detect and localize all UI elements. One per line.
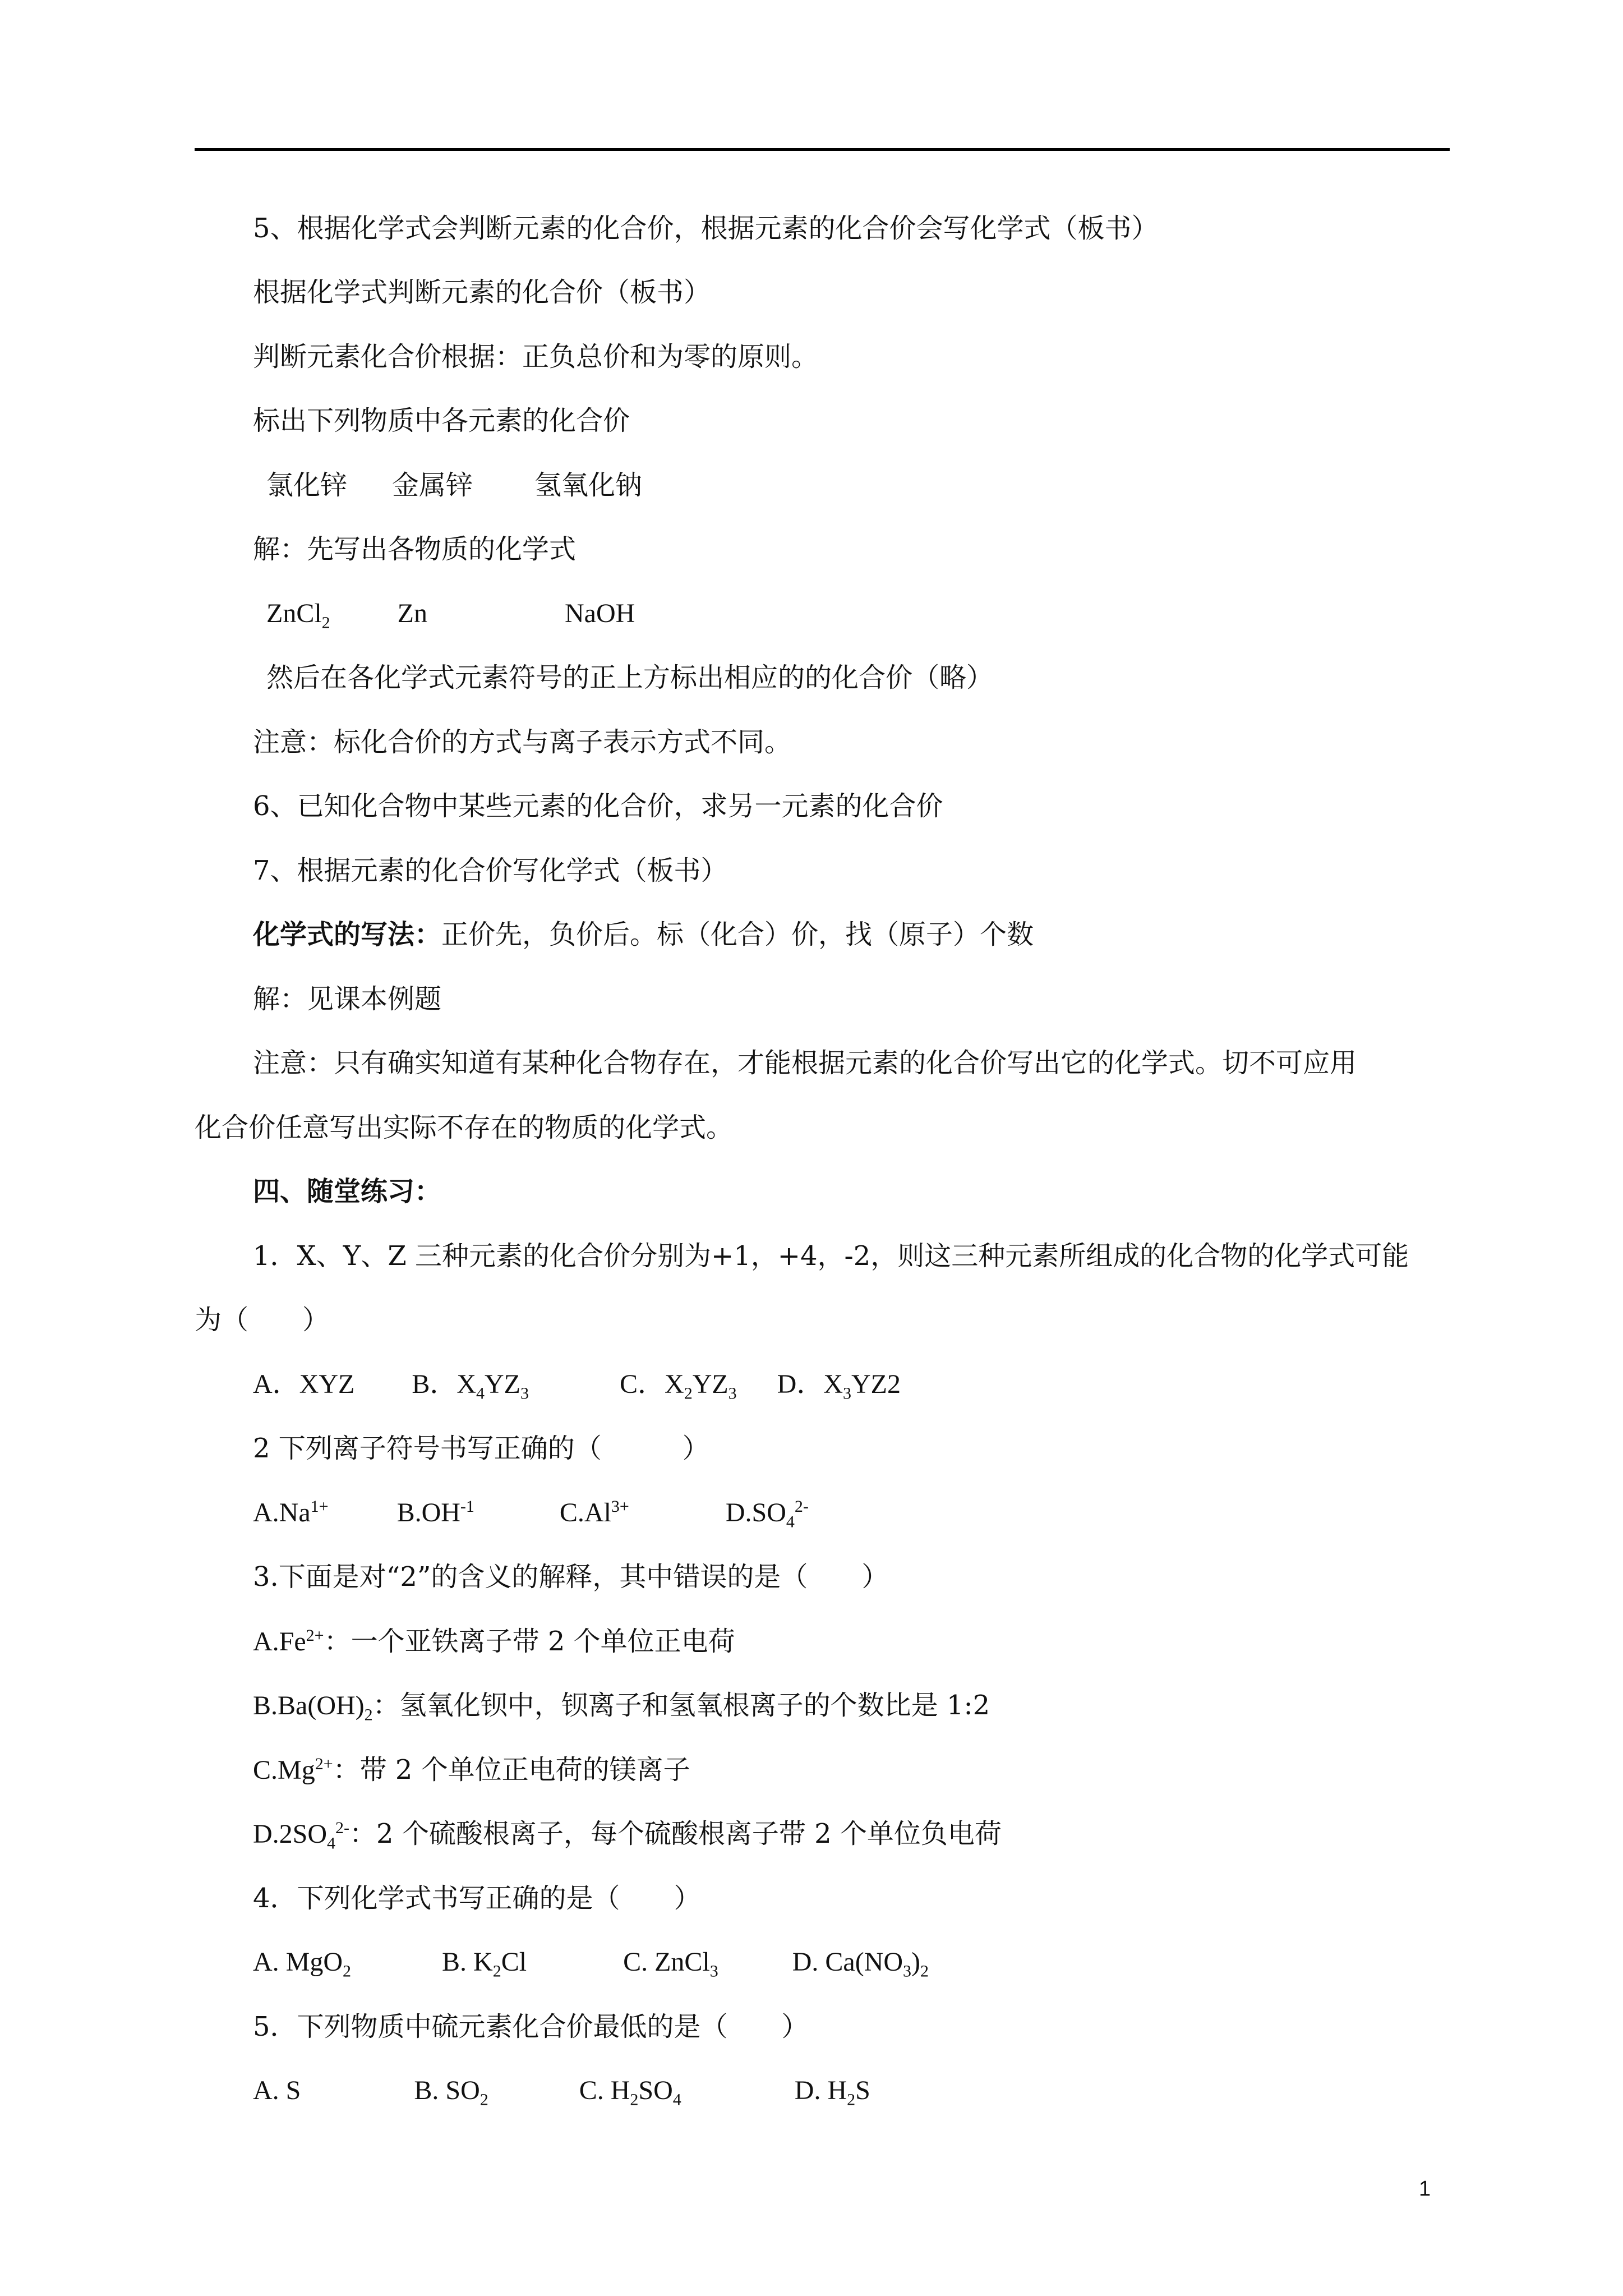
t: D．X	[777, 1369, 843, 1399]
subscript: 2	[492, 1962, 501, 1981]
option-b	[412, 1369, 529, 1403]
t: ：一个亚铁离子带 2 个单位正电荷	[324, 1626, 735, 1657]
superscript: 2+	[306, 1626, 324, 1645]
t: C.Mg	[253, 1755, 315, 1785]
text: 标出下列物质中各元素的化合价	[253, 405, 630, 436]
substance-names	[266, 468, 642, 502]
question-1-options	[253, 1368, 901, 1401]
t: B. SO	[414, 2076, 480, 2105]
name-zinc-chloride: 氯化锌	[266, 470, 348, 501]
option-a: A．XYZ	[253, 1369, 355, 1399]
option-b	[442, 1947, 527, 1981]
text-line-14	[253, 1046, 1357, 1080]
option-d	[794, 2076, 870, 2109]
page-number: 1	[1419, 2177, 1431, 2201]
subscript: 3	[728, 1384, 737, 1403]
text-line-1	[253, 211, 1159, 245]
option-a: A. S	[253, 2076, 301, 2105]
text: 3.下面是对“2”的含义的解释，其中错误的是（ ）	[253, 1561, 889, 1593]
question-3-option-b	[253, 1688, 990, 1722]
question-1-line-1	[253, 1239, 1409, 1273]
subscript: 3	[709, 1962, 718, 1981]
t: Cl	[501, 1947, 527, 1977]
t: A. MgO	[253, 1947, 343, 1977]
formula-zn: Zn	[397, 599, 427, 628]
option-a	[253, 1947, 352, 1981]
text: 7、根据元素的化合价写化学式（板书）	[253, 855, 728, 886]
text-line-12	[253, 918, 1034, 951]
t: B.OH	[396, 1498, 460, 1527]
superscript: 2+	[315, 1755, 333, 1773]
t: C．X	[620, 1369, 684, 1399]
option-d	[725, 1497, 809, 1531]
text: 然后在各化学式元素符号的正上方标出相应的的化合价（略）	[266, 662, 994, 693]
text-line-10	[253, 789, 943, 823]
t: YZ	[485, 1369, 520, 1399]
subscript: 2	[479, 2090, 488, 2109]
subscript: 4	[786, 1512, 795, 1531]
subscript: 2	[364, 1705, 373, 1724]
subscript: 4	[327, 1834, 336, 1853]
t: ：带 2 个单位正电荷的镁离子	[333, 1754, 690, 1786]
t: C.Al	[559, 1498, 611, 1527]
t: D. H	[794, 2076, 847, 2105]
text: 2 下列离子符号书写正确的（ ）	[253, 1433, 709, 1464]
subscript: 2	[321, 613, 330, 632]
section-heading	[253, 1175, 441, 1208]
option-c	[623, 1947, 718, 1981]
text: 5、根据化学式会判断元素的化合价，根据元素的化合价会写化学式（板书）	[253, 213, 1159, 244]
question-5	[253, 2010, 809, 2044]
question-2	[253, 1432, 709, 1465]
question-3-option-a	[253, 1625, 735, 1658]
question-5-options	[253, 2074, 870, 2108]
text-line-2	[253, 275, 711, 309]
text: 根据化学式判断元素的化合价（板书）	[253, 277, 711, 308]
subscript: 2	[920, 1962, 929, 1981]
text: 化合价任意写出实际不存在的物质的化学式。	[195, 1112, 734, 1143]
text-line-9	[253, 725, 791, 759]
superscript: 3+	[611, 1497, 629, 1516]
name-zinc-metal: 金属锌	[392, 470, 473, 501]
option-d	[792, 1947, 929, 1981]
question-3-option-d	[253, 1817, 1002, 1851]
question-1-line-2	[195, 1303, 329, 1337]
text: 6、已知化合物中某些元素的化合价，求另一元素的化合价	[253, 790, 943, 822]
text: 为（ ）	[195, 1304, 330, 1336]
subscript: 2	[684, 1384, 693, 1403]
text-line-6	[253, 532, 576, 566]
formula-naoh: NaOH	[565, 599, 635, 628]
t: ：氢氧化钡中，钡离子和氢氧根离子的个数比是 1:2	[372, 1690, 990, 1721]
t: D.2SO	[253, 1819, 328, 1849]
t: D.SO	[725, 1498, 786, 1527]
option-a	[253, 1498, 329, 1527]
name-sodium-hydroxide: 氢氧化钠	[534, 470, 643, 501]
text: 注意：只有确实知道有某种化合物存在，才能根据元素的化合价写出它的化学式。切不可应用	[253, 1047, 1357, 1079]
t: D. Ca(NO	[792, 1947, 903, 1977]
subscript: 3	[843, 1384, 852, 1403]
formula-text: ZnCl	[266, 599, 322, 628]
subscript: 4	[672, 2090, 681, 2109]
superscript: 1+	[310, 1497, 329, 1516]
t: B.Ba(OH)	[253, 1691, 365, 1720]
text-line-8	[266, 661, 993, 694]
text: 4．下列化学式书写正确的是（ ）	[253, 1883, 701, 1914]
t: S	[855, 2076, 870, 2105]
subscript: 2	[847, 2090, 856, 2109]
option-b	[397, 1498, 474, 1527]
option-b	[414, 2076, 488, 2109]
t: A.Na	[253, 1498, 311, 1527]
formulas-line	[266, 597, 635, 631]
question-2-options	[253, 1496, 809, 1530]
question-3-option-c	[253, 1753, 690, 1787]
option-c	[560, 1498, 629, 1527]
option-c	[579, 2076, 681, 2109]
t: YZ2	[851, 1369, 901, 1399]
heading-text: 四、随堂练习：	[253, 1176, 442, 1207]
t: C. ZnCl	[623, 1947, 710, 1977]
header-rule	[195, 148, 1450, 151]
formula-zncl2	[266, 599, 330, 632]
t: )	[911, 1947, 921, 1977]
subscript: 3	[903, 1962, 912, 1981]
text: 1．X、Y、Z 三种元素的化合价分别为+1，+4，-2，则这三种元素所组成的化合物的化学式可能	[253, 1240, 1409, 1272]
text-line-13	[253, 982, 441, 1016]
subscript: 2	[343, 1962, 352, 1981]
superscript: 2-	[335, 1819, 350, 1837]
text: 正价先，负价后。标（化合）价，找（原子）个数	[441, 919, 1034, 950]
t: B．X	[412, 1369, 477, 1399]
superscript: -1	[460, 1497, 474, 1516]
superscript: 2-	[794, 1497, 809, 1516]
text-line-11	[253, 854, 728, 887]
t: B. K	[442, 1947, 493, 1977]
t: A.Fe	[253, 1627, 306, 1657]
subscript: 4	[476, 1384, 485, 1403]
question-4-options	[253, 1945, 929, 1979]
t: SO	[638, 2076, 673, 2105]
text: 解：先写出各物质的化学式	[253, 533, 577, 565]
text: 判断元素化合价根据：正负总价和为零的原则。	[253, 341, 819, 372]
text-line-3	[253, 340, 818, 374]
text-line-4	[253, 404, 630, 438]
t: ：2 个硫酸根离子，每个硫酸根离子带 2 个单位负电荷	[349, 1818, 1002, 1849]
text: 5．下列物质中硫元素化合价最低的是（ ）	[253, 2011, 809, 2042]
option-d	[777, 1369, 901, 1403]
t: YZ	[692, 1369, 728, 1399]
question-4	[253, 1881, 701, 1915]
subscript: 3	[520, 1384, 529, 1403]
bold-label: 化学式的写法：	[253, 919, 442, 950]
text: 解：见课本例题	[253, 983, 442, 1015]
text-line-15	[195, 1111, 733, 1144]
text: 注意：标化合价的方式与离子表示方式不同。	[253, 726, 792, 758]
option-c	[620, 1369, 737, 1403]
t: C. H	[579, 2076, 630, 2105]
subscript: 2	[630, 2090, 639, 2109]
question-3	[253, 1560, 888, 1594]
